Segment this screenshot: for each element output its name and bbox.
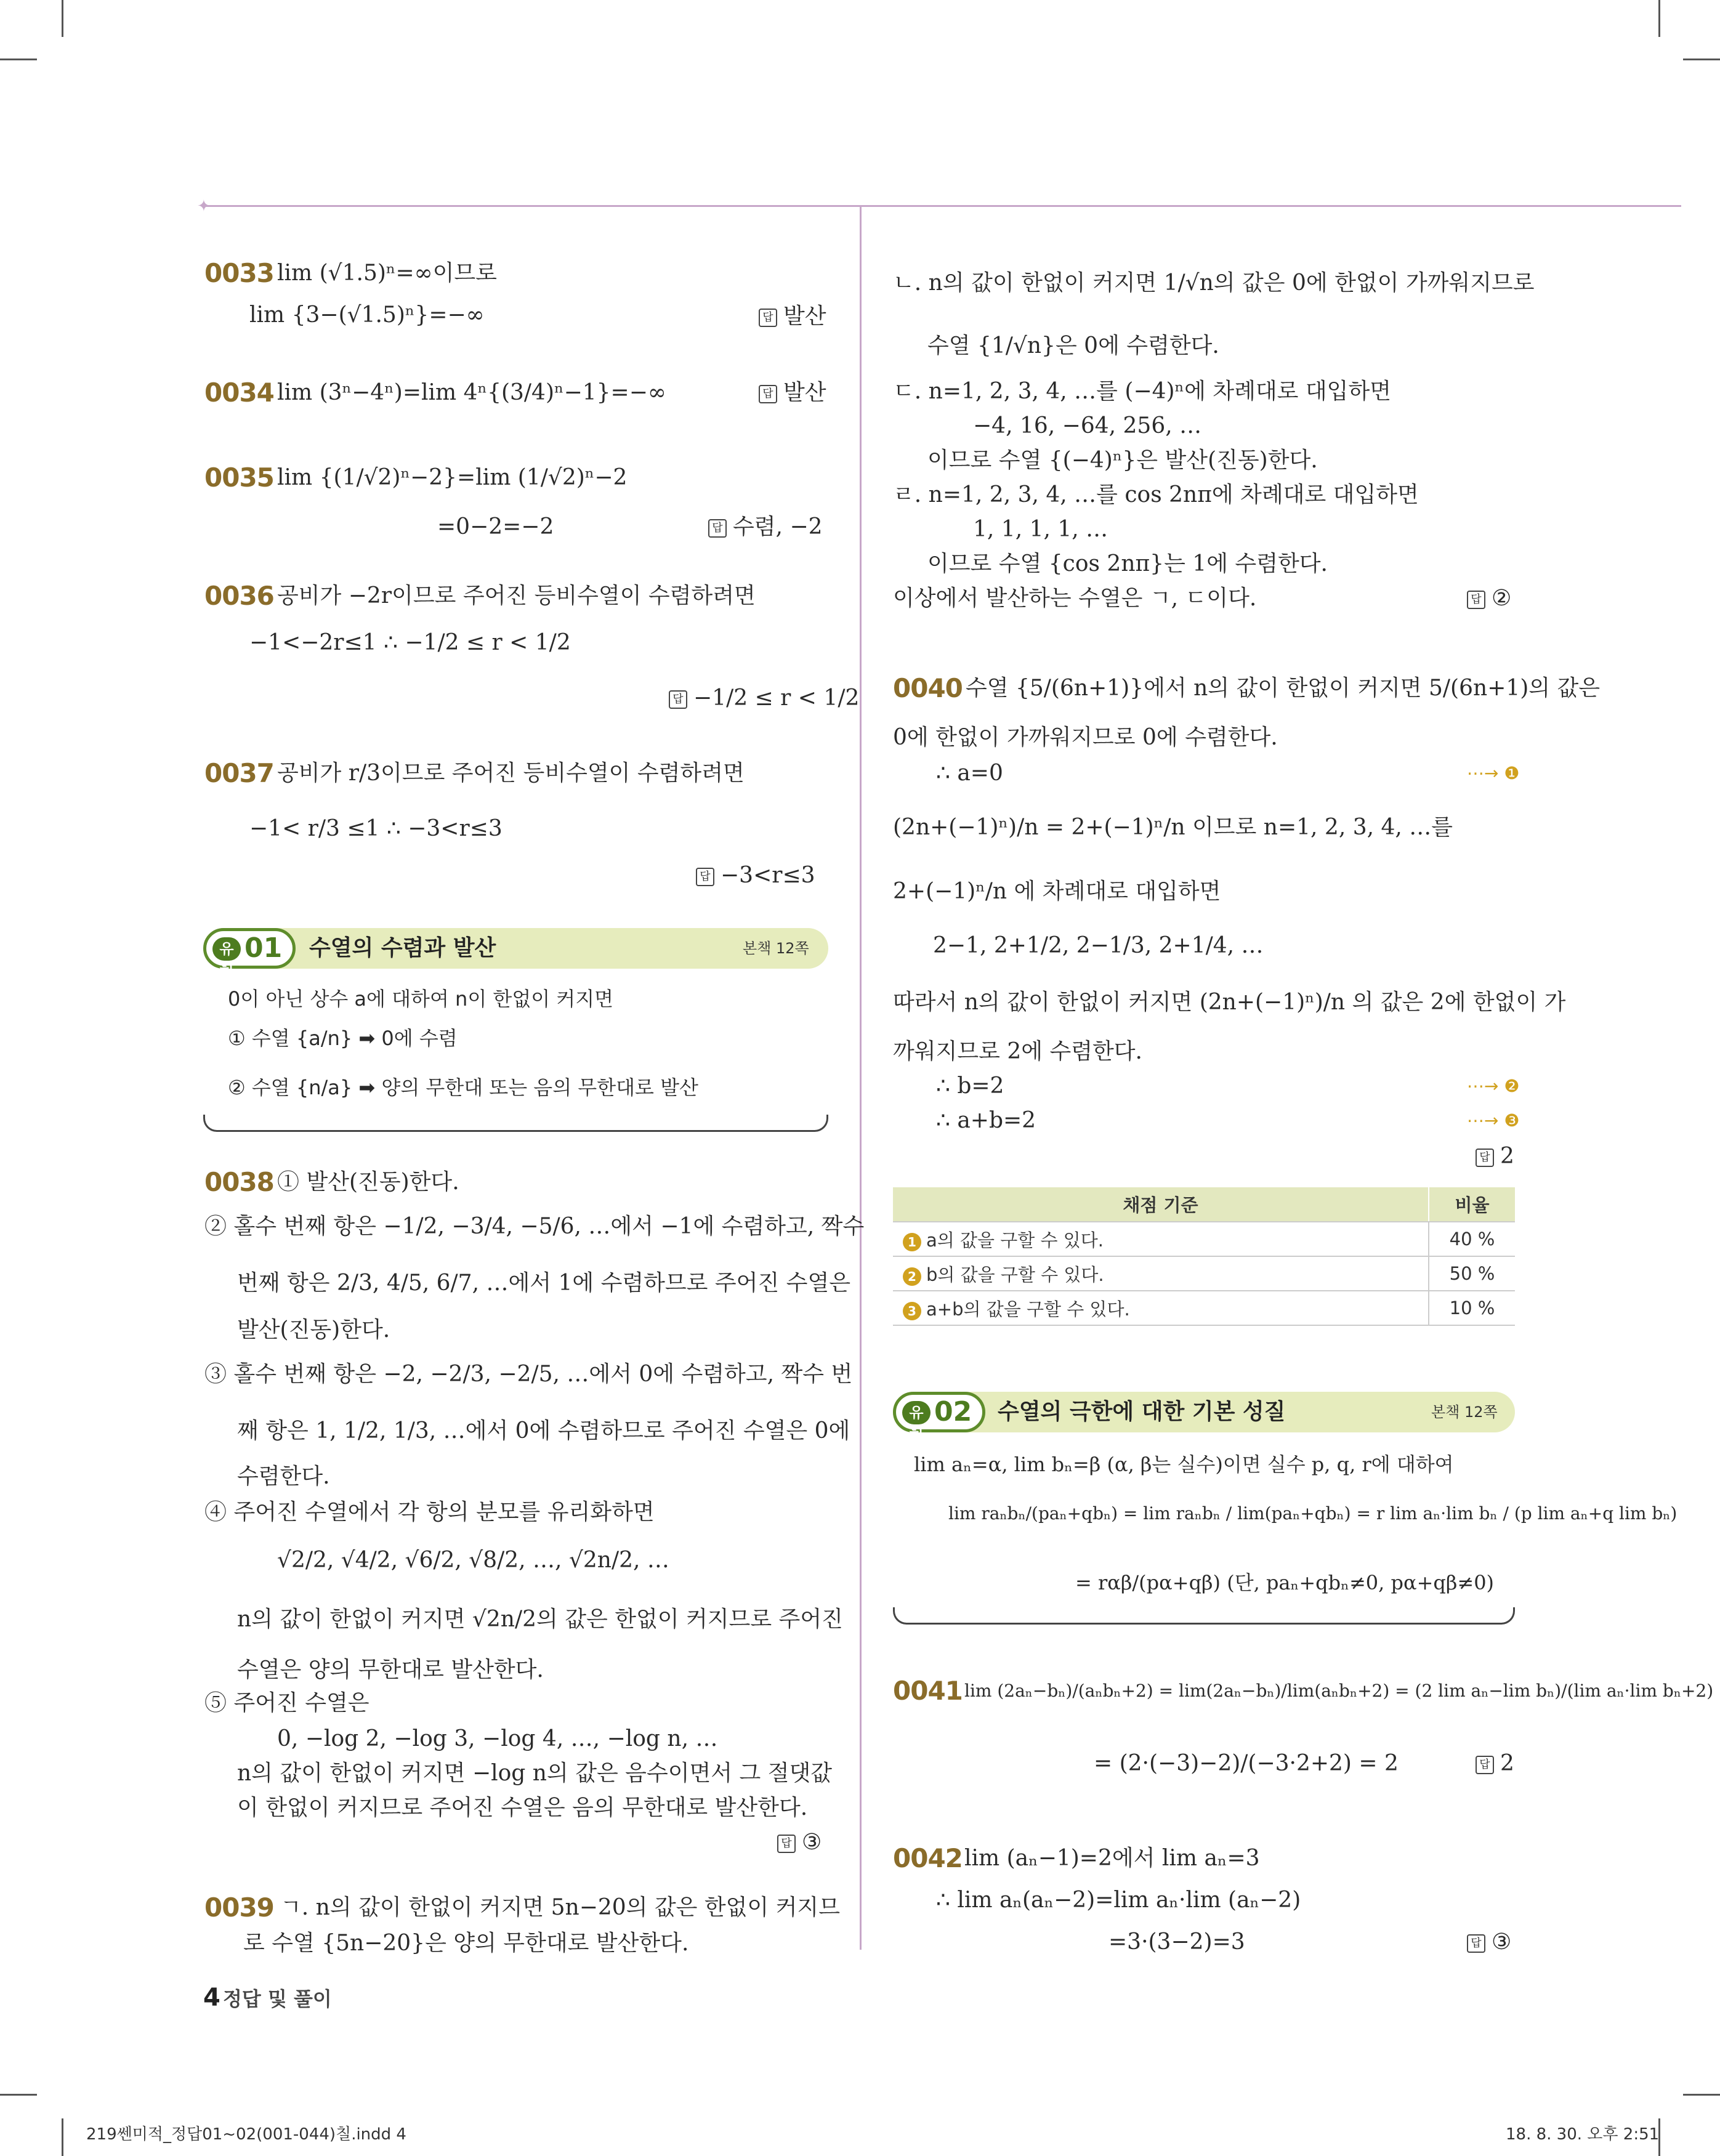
solution-line: lim {(1/√2)ⁿ−2}=lim (1/√2)ⁿ−2 <box>277 465 628 490</box>
crop-mark <box>62 0 63 37</box>
solution-line: 수열은 양의 무한대로 발산한다. <box>237 1657 544 1682</box>
solution-line: 이 한없이 커지므로 주어진 수열은 음의 무한대로 발산한다. <box>237 1795 808 1820</box>
box-line: lim aₙ=α, lim bₙ=β (α, β는 실수)이면 실수 p, q, r에 대하여 <box>914 1453 1454 1476</box>
criteria-mark: 1 <box>903 1233 921 1251</box>
solution-line: ③ 홀수 번째 항은 −2, −2/3, −2/5, …에서 0에 수렴하고, 짝수 번 <box>204 1362 853 1387</box>
crop-mark <box>62 2118 63 2156</box>
box-frame <box>893 1607 1515 1625</box>
solution-line: ㄴ. n의 값이 한없이 커지면 1/√n의 값은 0에 한없이 가까워지므로 <box>893 270 1535 296</box>
solution-line: −1< r/3 ≤1 ∴ −3<r≤3 <box>249 816 503 841</box>
mark-3: ⋯→ ❸ <box>1467 1110 1520 1131</box>
solution-line: lim (√1.5)ⁿ=∞이므로 <box>277 260 497 286</box>
criteria-header: 채점 기준 <box>893 1187 1429 1222</box>
solution-line: ⑤ 주어진 수열은 <box>204 1690 369 1716</box>
problem-number: 0034 <box>204 378 274 408</box>
answer-icon: 답 <box>669 690 687 709</box>
solution-line: =0−2=−2 <box>437 514 554 539</box>
box-frame <box>203 1115 828 1132</box>
scoring-row <box>893 1291 1515 1325</box>
solution-line: 수렴한다. <box>237 1464 330 1489</box>
criteria-text: a+b의 값을 구할 수 있다. <box>926 1298 1130 1320</box>
answer-icon: 답 <box>1467 1934 1485 1953</box>
answer-icon: 답 <box>708 519 727 538</box>
solution-line: 2+(−1)ⁿ/n 에 차례대로 대입하면 <box>893 879 1221 904</box>
solution-line: 공비가 r/3이므로 주어진 등비수열이 수렴하려면 <box>277 761 745 786</box>
solution-line: 공비가 −2r이므로 주어진 등비수열이 수렴하려면 <box>277 583 756 608</box>
box-line: ② 수열 {n/a} ➡ 양의 무한대 또는 음의 무한대로 발산 <box>228 1076 698 1099</box>
solution-line: 까워지므로 2에 수렴한다. <box>893 1039 1142 1064</box>
answer: 답 발산 <box>759 378 826 408</box>
solution-line: ㄱ. n의 값이 한없이 커지면 5n−20의 값은 한없이 커지므 <box>280 1895 840 1920</box>
answer-icon: 답 <box>777 1835 796 1853</box>
criteria-mark: 3 <box>903 1302 921 1320</box>
solution-line: 이므로 수열 {cos 2nπ}는 1에 수렴한다. <box>927 551 1328 576</box>
page-label: 정답 및 풀이 <box>223 1987 332 2011</box>
solution-line: ㄷ. n=1, 2, 3, 4, …를 (−4)ⁿ에 차례대로 대입하면 <box>893 379 1391 404</box>
criteria-text: b의 값을 구할 수 있다. <box>926 1264 1104 1285</box>
solution-line: 이므로 수열 {(−4)ⁿ}은 발산(진동)한다. <box>927 448 1318 473</box>
answer: 답 ③ <box>777 1828 822 1857</box>
problem-number: 0036 <box>204 581 274 611</box>
box-line: = rαβ/(pα+qβ) (단, paₙ+qbₙ≠0, pα+qβ≠0) <box>1075 1571 1495 1594</box>
solution-line: ∴ b=2 <box>936 1073 1004 1099</box>
solution-line: 째 항은 1, 1/2, 1/3, …에서 0에 수렴하므로 주어진 수열은 0에 <box>237 1418 850 1443</box>
answer: 답 2 <box>1476 1142 1514 1171</box>
solution-line: 수열 {1/√n}은 0에 수렴한다. <box>927 333 1219 358</box>
solution-line: ㄹ. n=1, 2, 3, 4, …를 cos 2nπ에 차례대로 대입하면 <box>893 482 1419 507</box>
answer-icon: 답 <box>696 868 714 886</box>
solution-line: lim (aₙ−1)=2에서 lim aₙ=3 <box>964 1846 1260 1871</box>
mark-1: ⋯→ ❶ <box>1467 763 1520 783</box>
solution-line: 로 수열 {5n−20}은 양의 무한대로 발산한다. <box>243 1931 689 1956</box>
solution-line: ② 홀수 번째 항은 −1/2, −3/4, −5/6, …에서 −1에 수렴하고, 짝수 <box>204 1214 865 1239</box>
column-divider <box>860 207 862 1950</box>
problem-number: 0037 <box>204 758 274 788</box>
criteria-ratio: 40 % <box>1429 1222 1515 1256</box>
type-tag: 유형 <box>212 937 241 961</box>
criteria-text: a의 값을 구할 수 있다. <box>926 1229 1104 1251</box>
solution-line: n의 값이 한없이 커지면 √2n/2의 값은 한없이 커지므로 주어진 <box>237 1607 843 1632</box>
type-tag: 유형 <box>902 1401 931 1424</box>
mark-2: ⋯→ ❷ <box>1467 1076 1520 1096</box>
type-pill <box>203 928 296 981</box>
solution-line: n의 값이 한없이 커지면 −log n의 값은 음수이면서 그 절댓값 <box>237 1761 833 1786</box>
solution-line: lim (3ⁿ−4ⁿ)=lim 4ⁿ{(3/4)ⁿ−1}=−∞ <box>277 380 666 405</box>
answer: 답 ② <box>1467 584 1511 613</box>
crop-mark <box>1658 0 1660 37</box>
crop-mark <box>0 59 37 60</box>
answer-icon: 답 <box>1476 1149 1494 1167</box>
solution-line: ④ 주어진 수열에서 각 항의 분모를 유리화하면 <box>204 1500 655 1525</box>
box-line: lim raₙbₙ/(paₙ+qbₙ) = lim raₙbₙ / lim(paₙ+qbₙ) = r lim aₙ·lim bₙ / (p lim aₙ+q lim bₙ) <box>948 1503 1678 1524</box>
solution-line: 발산(진동)한다. <box>237 1317 390 1342</box>
solution-line: 번째 항은 2/3, 4/5, 6/7, …에서 1에 수렴하므로 주어진 수열은 <box>237 1270 851 1296</box>
box-line: 0이 아닌 상수 a에 대하여 n이 한없이 커지면 <box>228 987 614 1011</box>
answer: 답 수렴, −2 <box>708 512 823 542</box>
type-number: 01 <box>244 932 283 964</box>
solution-line: 이상에서 발산하는 수열은 ㄱ, ㄷ이다. <box>893 586 1257 611</box>
problem-number: 0039 <box>204 1892 274 1923</box>
solution-line: 따라서 n의 값이 한없이 커지면 (2n+(−1)ⁿ)/n 의 값은 2에 한없이 가 <box>893 990 1566 1015</box>
type-ref: 본책 12쪽 <box>743 940 809 957</box>
solution-line: =3·(3−2)=3 <box>1108 1929 1245 1955</box>
slug-date: 18. 8. 30. 오후 2:51 <box>1506 2125 1660 2144</box>
problem-number: 0042 <box>893 1843 963 1873</box>
scoring-row <box>893 1222 1515 1256</box>
answer-icon: 답 <box>1467 591 1485 609</box>
answer: 답 −3<r≤3 <box>696 861 815 890</box>
solution-line: −1<−2r≤1 ∴ −1/2 ≤ r < 1/2 <box>249 630 571 655</box>
solution-line: ∴ a=0 <box>936 761 1003 786</box>
answer: 답 ③ <box>1467 1928 1511 1957</box>
answer-icon: 답 <box>1476 1756 1494 1774</box>
solution-line: (2n+(−1)ⁿ)/n = 2+(−1)ⁿ/n 이므로 n=1, 2, 3, 4, …를 <box>893 815 1453 840</box>
solution-line: = (2·(−3)−2)/(−3·2+2) = 2 <box>1094 1751 1399 1776</box>
crop-mark <box>1683 59 1720 60</box>
solution-line: 2−1, 2+1/2, 2−1/3, 2+1/4, … <box>933 933 1264 958</box>
star-ornament: ✦ <box>197 197 211 216</box>
answer-icon: 답 <box>759 385 777 403</box>
solution-line: ① 발산(진동)한다. <box>277 1169 459 1195</box>
top-rule <box>203 205 1681 207</box>
scoring-row <box>893 1256 1515 1291</box>
solution-line: −4, 16, −64, 256, … <box>973 413 1202 438</box>
problem-number: 0041 <box>893 1676 963 1706</box>
problem-number: 0038 <box>204 1167 274 1197</box>
solution-line: 수열 {5/(6n+1)}에서 n의 값이 한없이 커지면 5/(6n+1)의 값은 <box>966 676 1601 701</box>
scoring-table <box>893 1187 1515 1326</box>
answer-icon: 답 <box>759 309 777 327</box>
problem-number: 0040 <box>893 673 963 703</box>
criteria-ratio: 10 % <box>1429 1291 1515 1325</box>
solution-line: ∴ a+b=2 <box>936 1108 1036 1133</box>
criteria-ratio: 50 % <box>1429 1256 1515 1291</box>
solution-line: lim {3−(√1.5)ⁿ}=−∞ <box>249 302 485 328</box>
solution-line: 1, 1, 1, 1, … <box>973 517 1108 542</box>
problem-number: 0033 <box>204 258 274 288</box>
crop-mark <box>1683 2094 1720 2096</box>
page-number: 4 <box>203 1984 220 2012</box>
ratio-header: 비율 <box>1429 1187 1515 1222</box>
solution-line: √2/2, √4/2, √6/2, √8/2, …, √2n/2, … <box>277 1548 669 1573</box>
box-line: ① 수열 {a/n} ➡ 0에 수렴 <box>228 1027 458 1050</box>
type-ref: 본책 12쪽 <box>1431 1403 1498 1421</box>
answer: 답 2 <box>1476 1749 1514 1778</box>
scoring-header <box>893 1187 1515 1222</box>
type-number: 02 <box>934 1396 972 1427</box>
problem-number: 0035 <box>204 462 274 493</box>
criteria-mark: 2 <box>903 1267 921 1286</box>
slug-filename: 219쎈미적_정답01~02(001-044)칠.indd 4 <box>86 2125 406 2144</box>
type-title: 수열의 수렴과 발산 <box>309 935 496 961</box>
type-title: 수열의 극한에 대한 기본 성질 <box>998 1399 1286 1424</box>
solution-line: lim (2aₙ−bₙ)/(aₙbₙ+2) = lim(2aₙ−bₙ)/lim(aₙbₙ+2) = (2 lim aₙ−lim bₙ)/(lim aₙ·lim bₙ+2) <box>964 1681 1714 1701</box>
answer: 답 발산 <box>759 302 826 331</box>
solution-line: 0에 한없이 가까워지므로 0에 수렴한다. <box>893 725 1278 750</box>
solution-line: ∴ lim aₙ(aₙ−2)=lim aₙ·lim (aₙ−2) <box>936 1888 1301 1913</box>
crop-mark <box>0 2094 37 2096</box>
type-pill <box>893 1392 985 1445</box>
type-banner <box>203 928 828 969</box>
solution-line: 0, −log 2, −log 3, −log 4, …, −log n, … <box>277 1726 718 1751</box>
answer: 답 −1/2 ≤ r < 1/2 <box>669 684 859 713</box>
